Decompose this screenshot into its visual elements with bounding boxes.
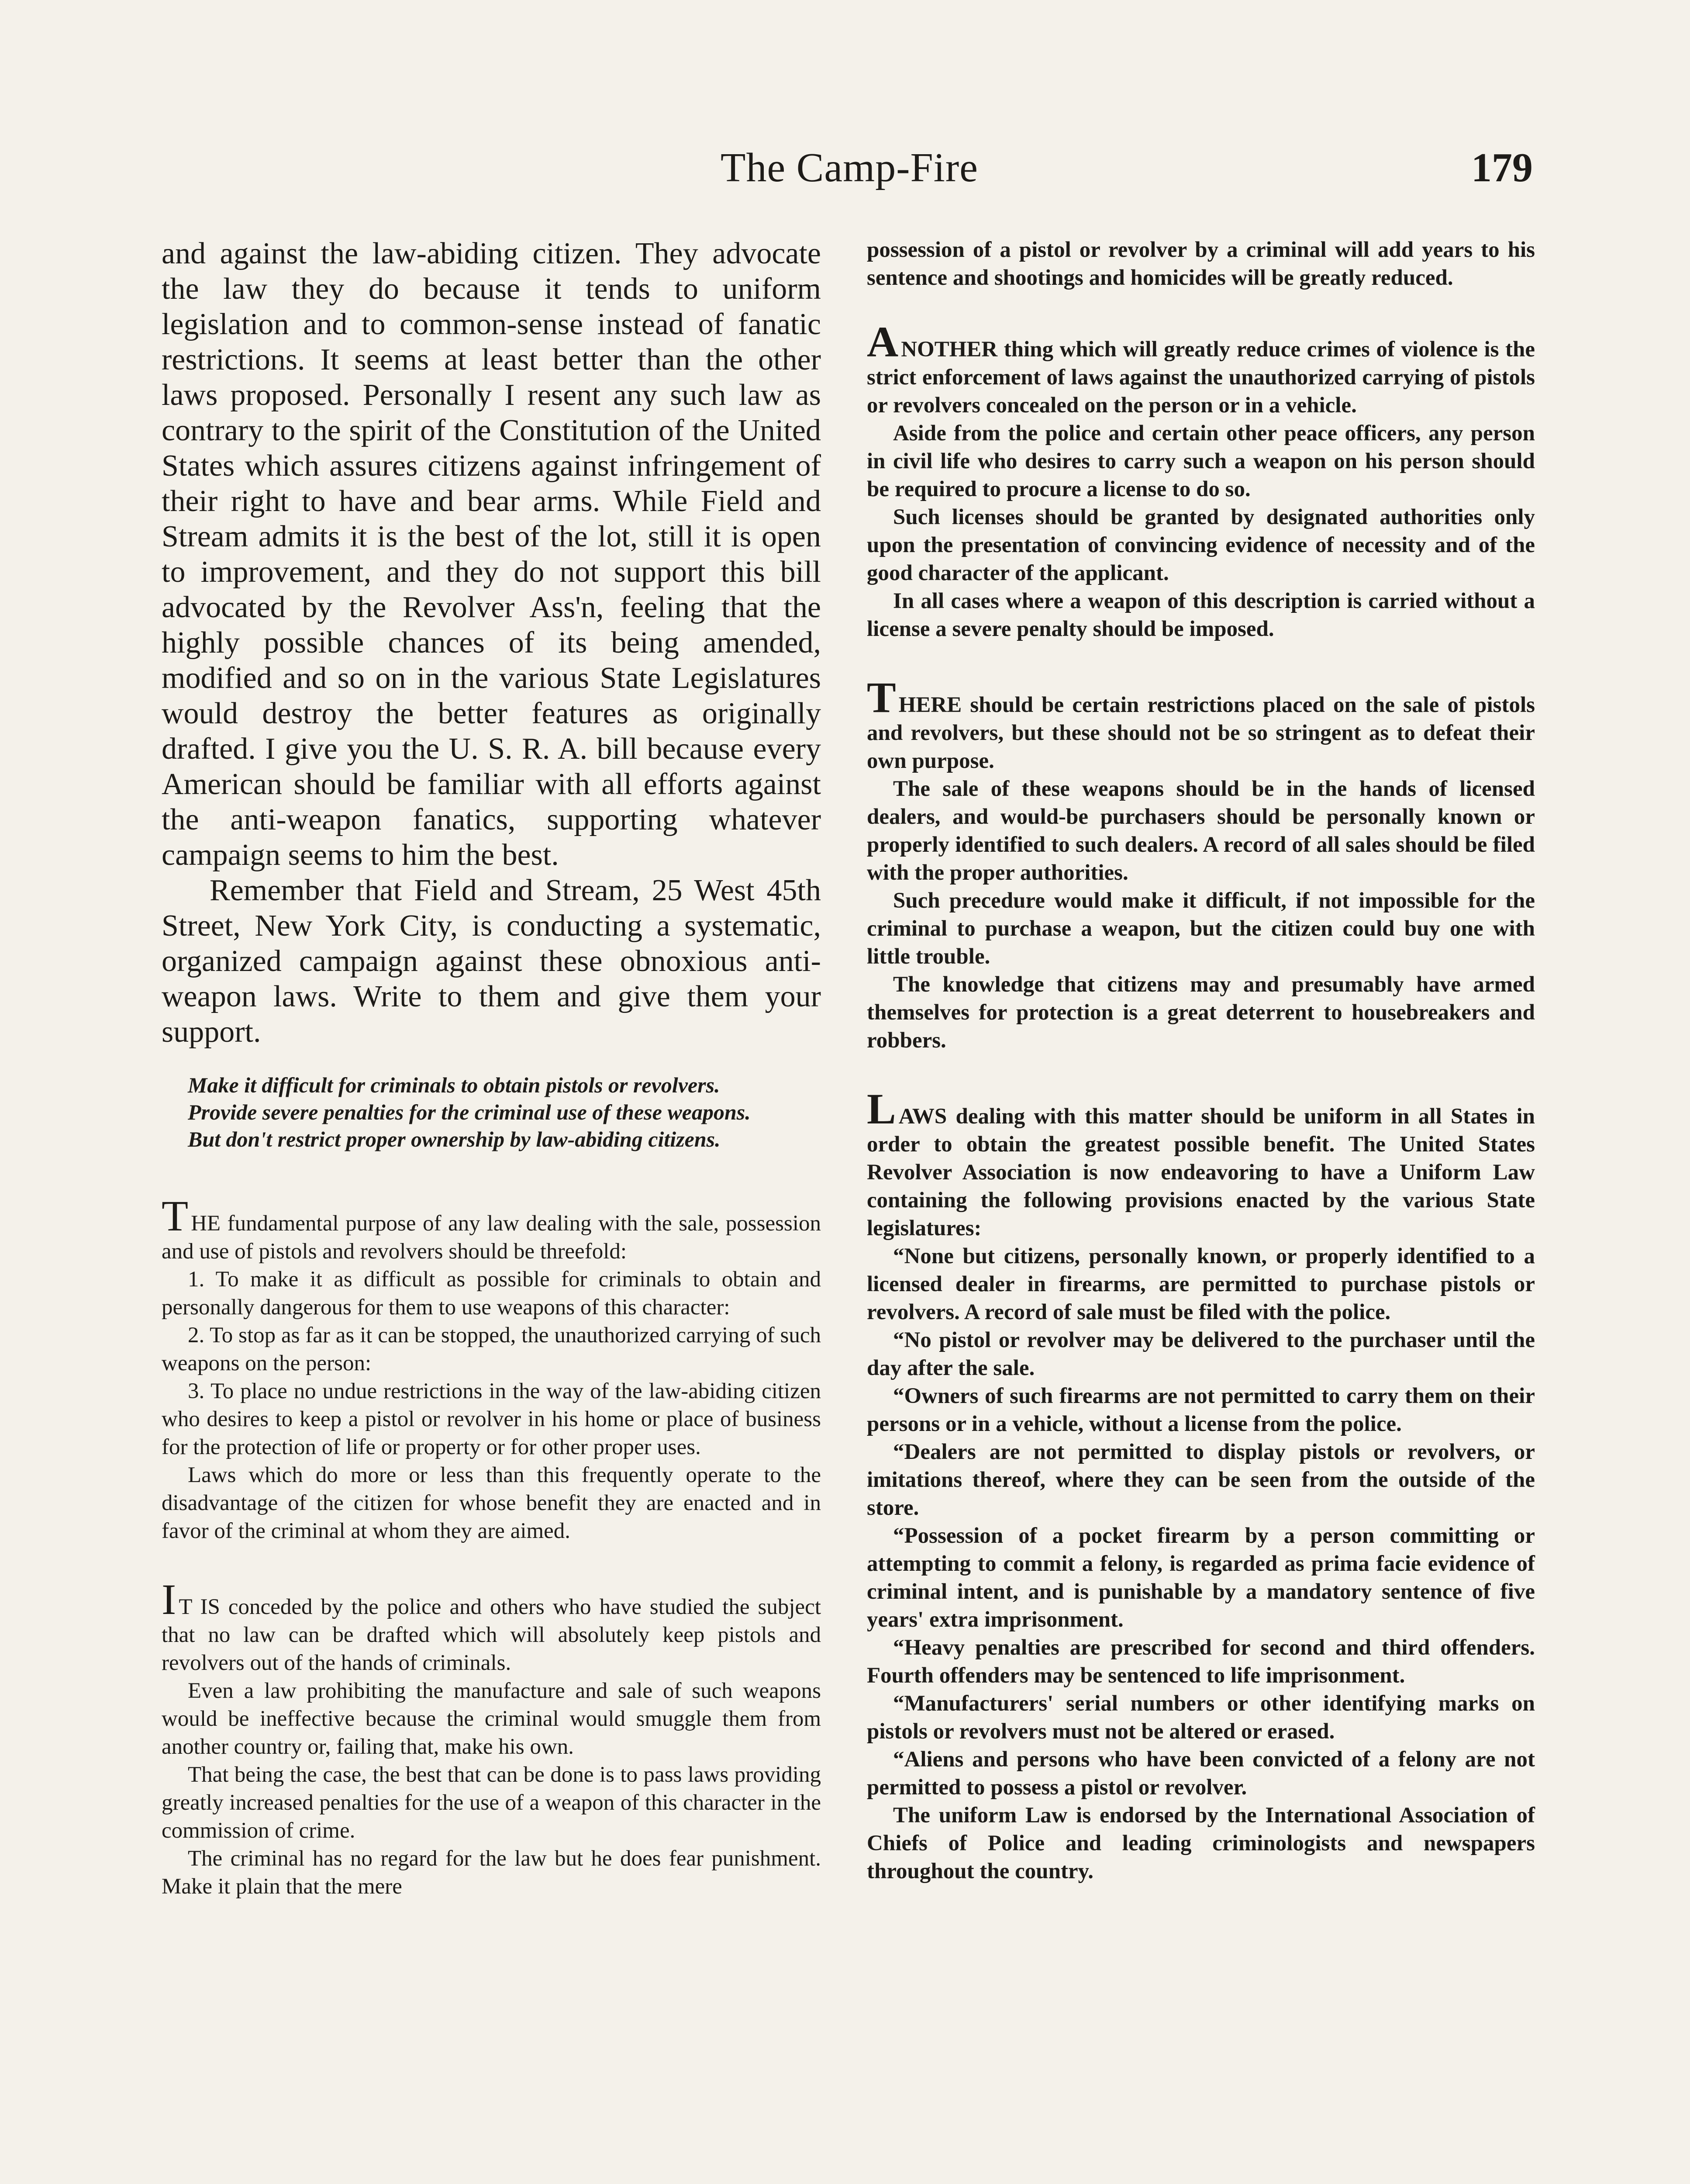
paragraph: The knowledge that citizens may and presumably have armed themselves for protection is a great deterrent to housebreakers and robbers. xyxy=(867,972,1535,1053)
paragraph: 3. To place no undue restrictions in the way of the law-abiding citizen who desires to keep a pistol or revolver in his home or place of business for the protection of life or property or for other proper uses. xyxy=(162,1379,821,1459)
paragraph: “Owners of such firearms are not permitted to carry them on their persons or in a vehicle, without a license from the police. xyxy=(867,1384,1535,1436)
paragraph: The criminal has no regard for the law but he does fear punishment. Make it plain that the mere xyxy=(162,1846,821,1899)
paragraph-text: NOTHER thing which will greatly reduce crimes of violence is the strict enforcement of laws against the unauthorized carrying of pistols or revolvers concealed on the person or in a vehicle. xyxy=(867,337,1535,418)
section-first-paragraph xyxy=(162,1575,821,1677)
paragraph: “No pistol or revolver may be delivered to the purchaser until the day after the sale. xyxy=(867,1328,1535,1380)
paragraph: 1. To make it as difficult as possible for criminals to obtain and personally dangerous for them to use weapons of this character: xyxy=(162,1267,821,1320)
paragraph: The sale of these weapons should be in the hands of licensed dealers, and would-be purchasers should be personally known or properly identified to such dealers. A record of all sales should be filed with the proper authorities. xyxy=(867,777,1535,885)
right-column xyxy=(867,236,1535,1925)
lead-paragraph: Remember that Field and Stream, 25 West 45th Street, New York City, is conducting a systematic, organized campaign against these obnoxious anti-weapon laws. Write to them and give them your support. xyxy=(162,874,821,1049)
page-number: 179 xyxy=(1471,145,1533,190)
section-first-paragraph xyxy=(867,673,1535,775)
paragraph: In all cases where a weapon of this description is carried without a license a severe penalty should be imposed. xyxy=(867,589,1535,641)
paragraph: Such licenses should be granted by designated authorities only upon the presentation of convincing evidence of necessity and of the good character of the applicant. xyxy=(867,505,1535,585)
section-restrictions xyxy=(867,673,1535,1054)
lead-paragraph: and against the law-abiding citizen. They advocate the law they do because it tends to uniform legislation and to common-sense instead of fanatic restrictions. It seems at least better than the other laws proposed. Personally I resent any such law as contrary to the spirit of the Constitution of the United States which assures citizens against infringement of their right to have and bear arms. While Field and Stream admits it is the best of the lot, still it is open to improvement, and they do not support this bill advocated by the Revolver Ass'n, feeling that the highly possible chances of its being amended, modified and so on in the various State Legislatures would destroy the better features as originally drafted. I give you the U. S. R. A. bill because every American should be familiar with all efforts against the anti-weapon fanatics, supporting whatever campaign seems to him the best. xyxy=(162,237,821,872)
paragraph-text: T IS conceded by the police and others who have studied the subject that no law can be drafted which will absolutely keep pistols and revolvers out of the hands of criminals. xyxy=(162,1595,821,1675)
lead-text xyxy=(162,236,821,1050)
left-column xyxy=(162,236,821,1940)
section-first-paragraph xyxy=(162,1192,821,1265)
paragraph: The uniform Law is endorsed by the International Association of Chiefs of Police and leading criminologists and newspapers throughout the country. xyxy=(867,1803,1535,1883)
paragraph-text: HERE should be certain restrictions placed on the sale of pistols and revolvers, but these should not be so stringent as to defeat their own purpose. xyxy=(867,693,1535,773)
paragraph: “Aliens and persons who have been convicted of a felony are not permitted to possess a pistol or revolver. xyxy=(867,1747,1535,1800)
drop-cap: T xyxy=(162,1192,189,1240)
paragraph: 2. To stop as far as it can be stopped, the unauthorized carrying of such weapons on the person: xyxy=(162,1323,821,1375)
drop-cap: I xyxy=(162,1575,176,1624)
paragraph-text: HE fundamental purpose of any law dealing with the sale, possession and use of pistols and revolvers should be threefold: xyxy=(162,1211,821,1264)
drop-cap: A xyxy=(867,318,899,366)
page-header xyxy=(166,144,1533,205)
paragraph: Such precedure would make it difficult, if not impossible for the criminal to purchase a weapon, but the citizen could buy one with little trouble. xyxy=(867,888,1535,969)
paragraph: Aside from the police and certain other peace officers, any person in civil life who desires to carry such a weapon on his person should be required to procure a license to do so. xyxy=(867,421,1535,501)
slogan: Provide severe penalties for the criminal use of these weapons. xyxy=(188,1100,751,1124)
paragraph: Even a law prohibiting the manufacture and sale of such weapons would be ineffective because the criminal would smuggle them from another country or, failing that, make his own. xyxy=(162,1679,821,1759)
slogan: Make it difficult for criminals to obtain pistols or revolvers. xyxy=(188,1073,720,1097)
section-conceded xyxy=(162,1575,821,1901)
slogans xyxy=(162,1071,821,1153)
section-first-paragraph xyxy=(867,318,1535,419)
paragraph: Laws which do more or less than this frequently operate to the disadvantage of the citizen for whose benefit they are enacted and in favor of the criminal at whom they are aimed. xyxy=(162,1463,821,1543)
paragraph: That being the case, the best that can be done is to pass laws providing greatly increased penalties for the use of a weapon of this character in the commission of crime. xyxy=(162,1762,821,1843)
paragraph-text: AWS dealing with this matter should be uniform in all States in order to obtain the greatest possible benefit. The United States Revolver Association is now endeavoring to have a Uniform Law containing the following provisions enacted by the various State legislatures: xyxy=(867,1104,1535,1241)
paragraph: “Possession of a pocket firearm by a person committing or attempting to commit a felony, is regarded as prima facie evidence of criminal intent, and is punishable by a mandatory sentence of five years' extra imprisonment. xyxy=(867,1524,1535,1632)
drop-cap: T xyxy=(867,673,896,722)
section-another-thing xyxy=(867,318,1535,643)
paragraph: possession of a pistol or revolver by a criminal will add years to his sentence and shootings and homicides will be greatly reduced. xyxy=(867,238,1535,290)
section-uniform-laws xyxy=(867,1085,1535,1885)
paragraph: “Dealers are not permitted to display pistols or revolvers, or imitations thereof, where they can be seen from the outside of the store. xyxy=(867,1440,1535,1520)
slogan: But don't restrict proper ownership by law-abiding citizens. xyxy=(188,1127,721,1151)
section-fundamental-purpose xyxy=(162,1192,821,1545)
running-title: The Camp-Fire xyxy=(721,145,978,190)
paragraph: “None but citizens, personally known, or properly identified to a licensed dealer in firearms, are permitted to purchase pistols or revolvers. A record of sale must be filed with the police. xyxy=(867,1244,1535,1324)
section-first-paragraph xyxy=(867,1085,1535,1242)
section-continuation xyxy=(867,236,1535,292)
paragraph: “Manufacturers' serial numbers or other identifying marks on pistols or revolvers must not be altered or erased. xyxy=(867,1691,1535,1744)
drop-cap: L xyxy=(867,1085,896,1133)
paragraph: “Heavy penalties are prescribed for second and third offenders. Fourth offenders may be sentenced to life imprisonment. xyxy=(867,1635,1535,1688)
